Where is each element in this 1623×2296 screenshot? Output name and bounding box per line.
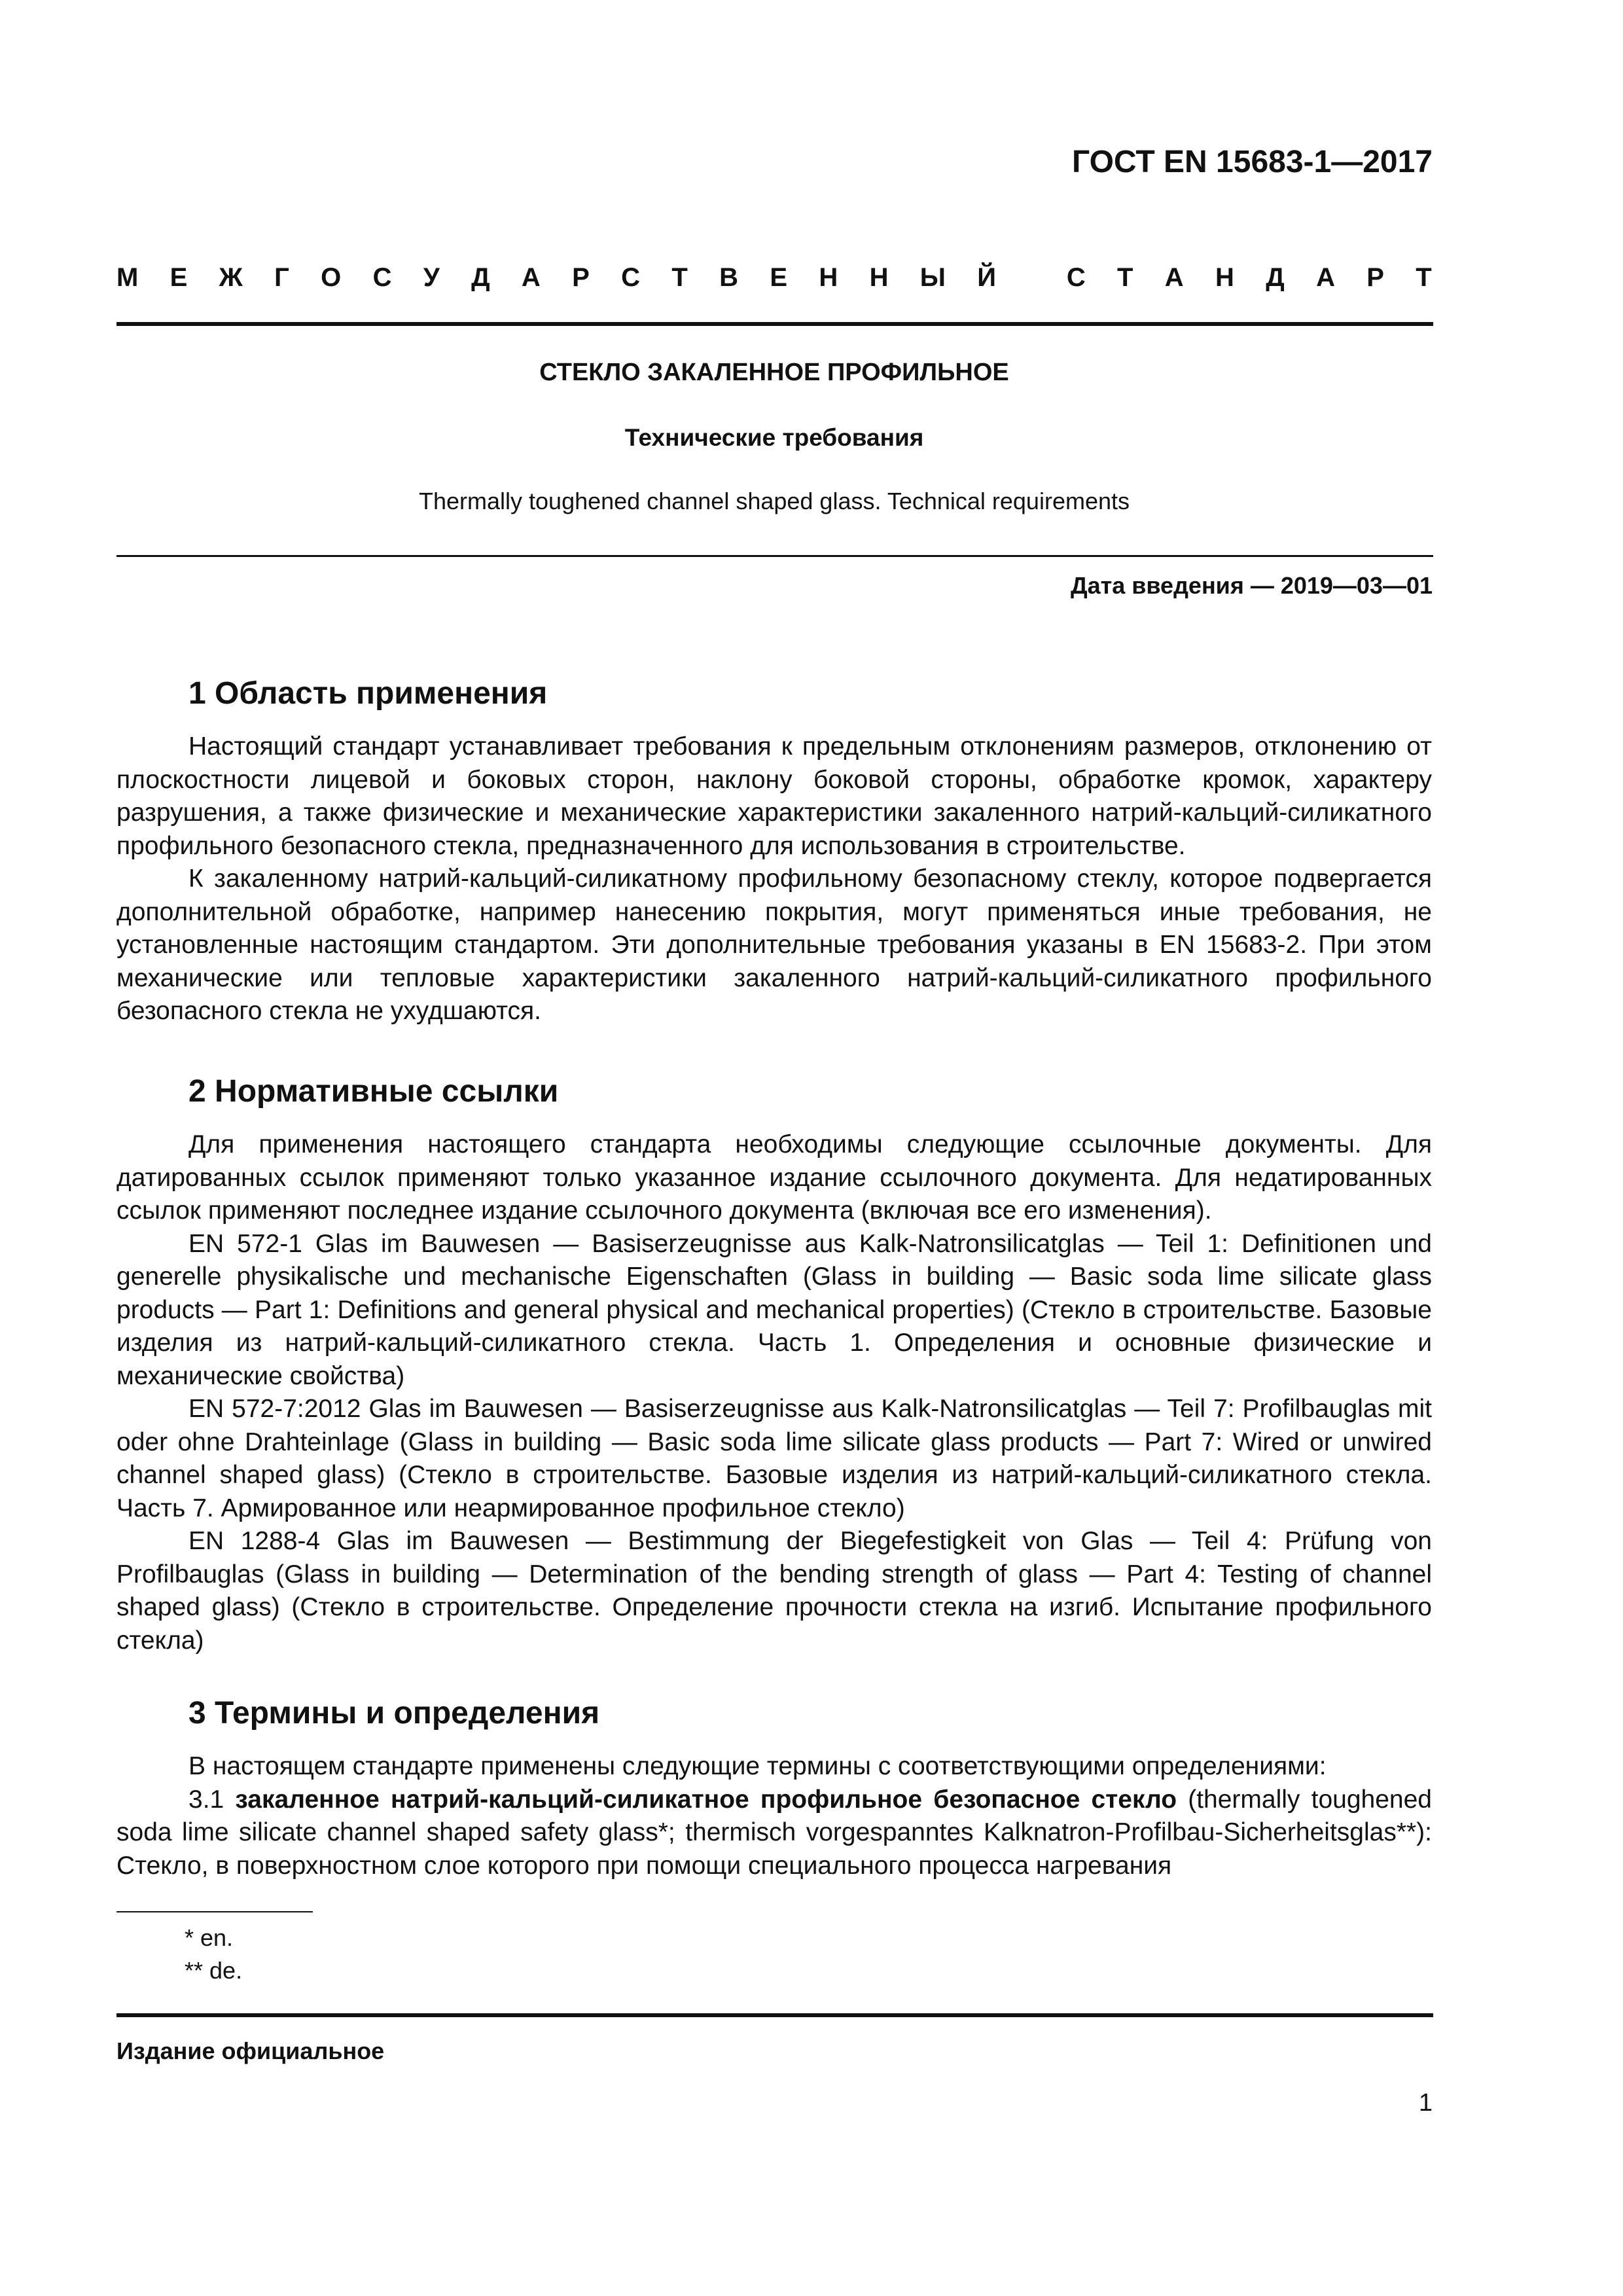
standard-code: ГОСТ EN 15683-1—2017 — [1072, 145, 1433, 179]
term-name: закаленное натрий-кальций-силикатное профильное безопасное стекло — [235, 1785, 1177, 1814]
document-title-english: Thermally toughened channel shaped glass. Technical requirements — [419, 488, 1130, 514]
heading-letter: С — [372, 263, 392, 292]
section-scope — [116, 674, 1432, 1028]
paragraph: Для применения настоящего стандарта необходимы следующие ссылочные документы. Для датированных ссылок применяют только указанное издание ссылочного документа. Для недатированных ссылок применяют последнее издание ссылочного документа (включая все его изменения). — [116, 1130, 1432, 1225]
interstate-standard-heading — [116, 263, 1432, 293]
heading-letter: Д — [471, 263, 490, 292]
section-normative-references — [116, 1072, 1432, 1657]
section-terms-definitions — [116, 1694, 1432, 1882]
heading-letter: С — [1066, 263, 1086, 292]
heading-letter: О — [321, 263, 342, 292]
page-number: 1 — [1418, 2089, 1433, 2117]
section-heading: 3 Термины и определения — [188, 1696, 600, 1731]
heading-letter: А — [521, 263, 541, 292]
term-definition — [116, 1784, 1432, 1883]
heading-letter: Е — [169, 263, 188, 292]
heading-letter: У — [423, 263, 440, 292]
heading-letter: В — [719, 263, 738, 292]
official-edition-label: Издание официальное — [116, 2037, 385, 2064]
heading-letter: Й — [977, 263, 997, 292]
effective-date: Дата введения — 2019—03—01 — [1070, 572, 1433, 599]
document-title: СТЕКЛО ЗАКАЛЕННОЕ ПРОФИЛЬНОЕ — [539, 359, 1009, 386]
term-number: 3.1 — [188, 1785, 224, 1814]
heading-letter: Т — [1416, 263, 1432, 292]
heading-letter: Р — [1366, 263, 1384, 292]
section-heading: 1 Область применения — [188, 676, 548, 711]
footer-rule — [116, 2013, 1433, 2017]
heading-letter: А — [1316, 263, 1335, 292]
title-rule — [116, 555, 1433, 557]
heading-letter: Т — [671, 263, 688, 292]
heading-letter: Ы — [919, 263, 946, 292]
heading-letter — [1027, 263, 1035, 293]
heading-letter: Д — [1266, 263, 1285, 292]
footnote-de: ** de. — [185, 1957, 243, 1984]
heading-letter: А — [1164, 263, 1184, 292]
reference-item: EN 1288-4 Glas im Bauwesen — Bestimmung der Biegefestigkeit von Glas — Teil 4: Prüfung von Profilbauglas (Glass in building — Determination of the bending strength of glass — Part 4: Testing of channel shaped glass) (Стекло в строительстве. Определение прочности стекла на изгиб. Испытание профильного стекла) — [116, 1527, 1432, 1655]
paragraph: В настоящем стандарте применены следующие термины с соответствующими определениями: — [188, 1752, 1327, 1780]
heading-letter: Г — [274, 263, 289, 292]
heading-letter: Е — [770, 263, 788, 292]
heading-letter: Ж — [219, 263, 243, 292]
reference-item: EN 572-7:2012 Glas im Bauwesen — Basiserzeugnisse aus Kalk-Natronsilicatglas — Teil 7: Profilbauglas mit oder ohne Drahteinlage (Glass in building — Basic soda lime silicate glass products — Part 7: Wired or unwired channel shaped glass) (Стекло в строительстве. Базовые изделия из натрий-кальций-силикатного стекла. Часть 7. Армированное или неармированное профильное стекло) — [116, 1395, 1432, 1522]
header-rule — [116, 322, 1433, 326]
paragraph: Настоящий стандарт устанавливает требования к предельным отклонениям размеров, отклонению от плоскостности лицевой и боковых сторон, наклону боковой стороны, обработке кромок, характеру разрушения, а также физические и механические характеристики закаленного натрий-кальций-силикатного профильного безопасного стекла, предназначенного для использования в строительстве. — [116, 732, 1432, 860]
heading-letter: М — [116, 263, 139, 292]
footnote-en: * en. — [185, 1924, 234, 1951]
heading-letter: Н — [869, 263, 889, 292]
section-heading: 2 Нормативные ссылки — [188, 1074, 559, 1109]
footnote-rule — [116, 1911, 313, 1912]
heading-letter: Н — [1215, 263, 1234, 292]
term-text: (thermally toughened soda lime silicate channel shaped safety glass*; thermisch vorgespanntes Kalknatron-Profilbau-Sicherheitsglas**): Стекло, в поверхностном слое которого при помощи специального процесса нагревания — [116, 1785, 1432, 1880]
heading-letter: Т — [1117, 263, 1133, 292]
paragraph: К закаленному натрий-кальций-силикатному профильному безопасному стеклу, которое подвергается дополнительной обработке, например нанесению покрытия, могут применяться иные требования, не установленные настоящим стандартом. Эти дополнительные требования указаны в EN 15683-2. При этом механические или тепловые характеристики закаленного натрий-кальций-силикатного профильного безопасного стекла не ухудшаются. — [116, 865, 1432, 1025]
heading-letter: Н — [819, 263, 838, 292]
reference-item: EN 572-1 Glas im Bauwesen — Basiserzeugnisse aus Kalk-Natronsilicatglas — Teil 1: Definitionen und generelle physikalische und mechanische Eigenschaften (Glass in building — Basic soda lime silicate glass products — Part 1: Definitions and general physical and mechanical properties) (Стекло в строительстве. Базовые изделия из натрий-кальций-силикатного стекла. Часть 1. Определения и основные физические и механические свойства) — [116, 1229, 1432, 1390]
document-subtitle: Технические требования — [624, 424, 924, 451]
heading-letter: С — [621, 263, 641, 292]
heading-letter: Р — [572, 263, 590, 292]
